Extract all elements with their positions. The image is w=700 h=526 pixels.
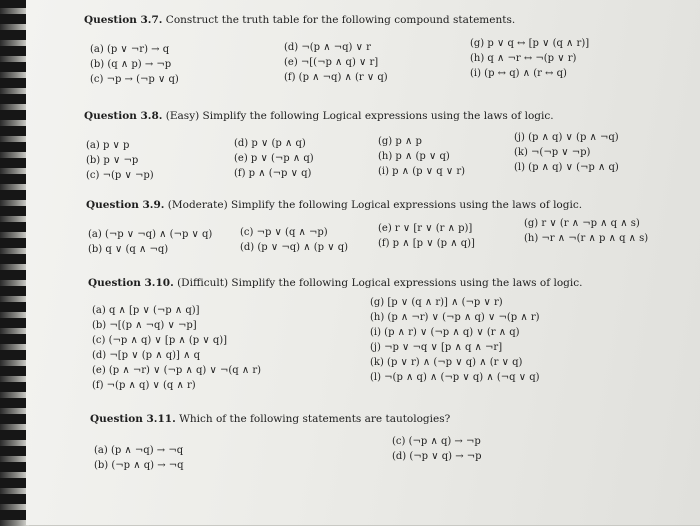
item: (b) q ∨ (q ∧ ¬q)	[88, 244, 169, 255]
item: (d) (¬p ∨ q) → ¬p	[392, 451, 482, 462]
item: (a) p ∨ p	[86, 140, 130, 151]
item: (k) (p ∨ r) ∧ (¬p ∨ q) ∧ (r ∨ q)	[370, 357, 523, 368]
item: (e) r ∨ [r ∨ (r ∧ p)]	[378, 223, 473, 234]
item: (k) ¬(¬p ∨ ¬p)	[514, 147, 591, 158]
question-3-8-heading	[84, 110, 554, 122]
question-text: Which of the following statements are tautologies?	[179, 413, 451, 425]
question-text: (Moderate) Simplify the following Logical expressions using the laws of logic.	[167, 199, 583, 211]
item: (h) (p ∧ ¬r) ∨ (¬p ∧ q) ∨ ¬(p ∧ r)	[370, 312, 540, 323]
item: (c) ¬(p ∨ ¬p)	[86, 170, 154, 181]
item: (d) ¬[p ∨ (p ∧ q)] ∧ q	[92, 350, 201, 361]
item: (e) ¬[(¬p ∧ q) ∨ r]	[284, 57, 379, 68]
item: (a) (¬p ∨ ¬q) ∧ (¬p ∨ q)	[88, 229, 213, 240]
question-title: Question 3.9.	[86, 199, 165, 211]
item: (b) ¬[(p ∧ ¬q) ∨ ¬p]	[92, 320, 197, 331]
question-text: (Difficult) Simplify the following Logical expressions using the laws of logic.	[177, 277, 583, 289]
item: (a) q ∧ [p ∨ (¬p ∧ q)]	[92, 305, 200, 316]
item: (c) ¬p ∨ (q ∧ ¬p)	[240, 227, 328, 238]
item: (i) (p ↔ q) ∧ (r ↔ q)	[470, 68, 567, 79]
item: (c) ¬p → (¬p ∨ q)	[90, 74, 179, 85]
question-title: Question 3.7.	[84, 14, 163, 26]
question-3-7-heading	[84, 14, 515, 26]
item: (j) ¬p ∨ ¬q ∨ [p ∧ q ∧ ¬r]	[370, 342, 503, 353]
item: (b) (¬p ∧ q) → ¬q	[94, 460, 184, 471]
item: (l) ¬(p ∧ q) ∧ (¬p ∨ q) ∧ (¬q ∨ q)	[370, 372, 540, 383]
item: (c) (¬p ∧ q) → ¬p	[392, 436, 481, 447]
item: (g) p ∧ p	[378, 136, 422, 147]
item: (i) p ∧ (p ∨ q ∨ r)	[378, 166, 465, 177]
item: (g) p ∨ q ↔ [p ∨ (q ∧ r)]	[470, 38, 590, 49]
question-3-11-heading	[90, 413, 450, 425]
item: (b) p ∨ ¬p	[86, 155, 139, 166]
item: (d) ¬(p ∧ ¬q) ∨ r	[284, 42, 371, 53]
item: (c) (¬p ∧ q) ∨ [p ∧ (p ∨ q)]	[92, 335, 228, 346]
item: (f) p ∧ (¬p ∨ q)	[234, 168, 312, 179]
item: (i) (p ∧ r) ∨ (¬p ∧ q) ∨ (r ∧ q)	[370, 327, 520, 338]
question-title: Question 3.11.	[90, 413, 176, 425]
item: (e) p ∨ (¬p ∧ q)	[234, 153, 314, 164]
item: (j) (p ∧ q) ∨ (p ∧ ¬q)	[514, 132, 619, 143]
item: (f) ¬(p ∧ q) ∨ (q ∧ r)	[92, 380, 196, 391]
question-text: (Easy) Simplify the following Logical expressions using the laws of logic.	[165, 110, 554, 122]
question-title: Question 3.8.	[84, 110, 163, 122]
item: (e) (p ∧ ¬r) ∨ (¬p ∧ q) ∨ ¬(q ∧ r)	[92, 365, 261, 376]
item: (g) r ∨ (r ∧ ¬p ∧ q ∧ s)	[524, 218, 640, 229]
item: (a) (p ∧ ¬q) → ¬q	[94, 445, 184, 456]
item: (b) (q ∧ p) → ¬p	[90, 59, 172, 70]
item: (l) (p ∧ q) ∨ (¬p ∧ q)	[514, 162, 619, 173]
item: (a) (p ∨ ¬r) → q	[90, 44, 170, 55]
item: (f) p ∧ [p ∨ (p ∧ q)]	[378, 238, 475, 249]
question-text: Construct the truth table for the following compound statements.	[165, 14, 516, 26]
item: (f) (p ∧ ¬q) ∧ (r ∨ q)	[284, 72, 388, 83]
item: (d) p ∨ (p ∧ q)	[234, 138, 306, 149]
question-title: Question 3.10.	[88, 277, 174, 289]
question-3-9-heading	[86, 199, 582, 211]
item: (h) p ∧ (p ∨ q)	[378, 151, 450, 162]
item: (d) (p ∨ ¬q) ∧ (p ∨ q)	[240, 242, 349, 253]
question-3-10-heading	[88, 277, 582, 289]
item: (h) ¬r ∧ ¬(r ∧ p ∧ q ∧ s)	[524, 233, 649, 244]
item: (g) [p ∨ (q ∧ r)] ∧ (¬p ∨ r)	[370, 297, 503, 308]
textbook-page	[26, 0, 700, 525]
item: (h) q ∧ ¬r ↔ ¬(p ∨ r)	[470, 53, 577, 64]
